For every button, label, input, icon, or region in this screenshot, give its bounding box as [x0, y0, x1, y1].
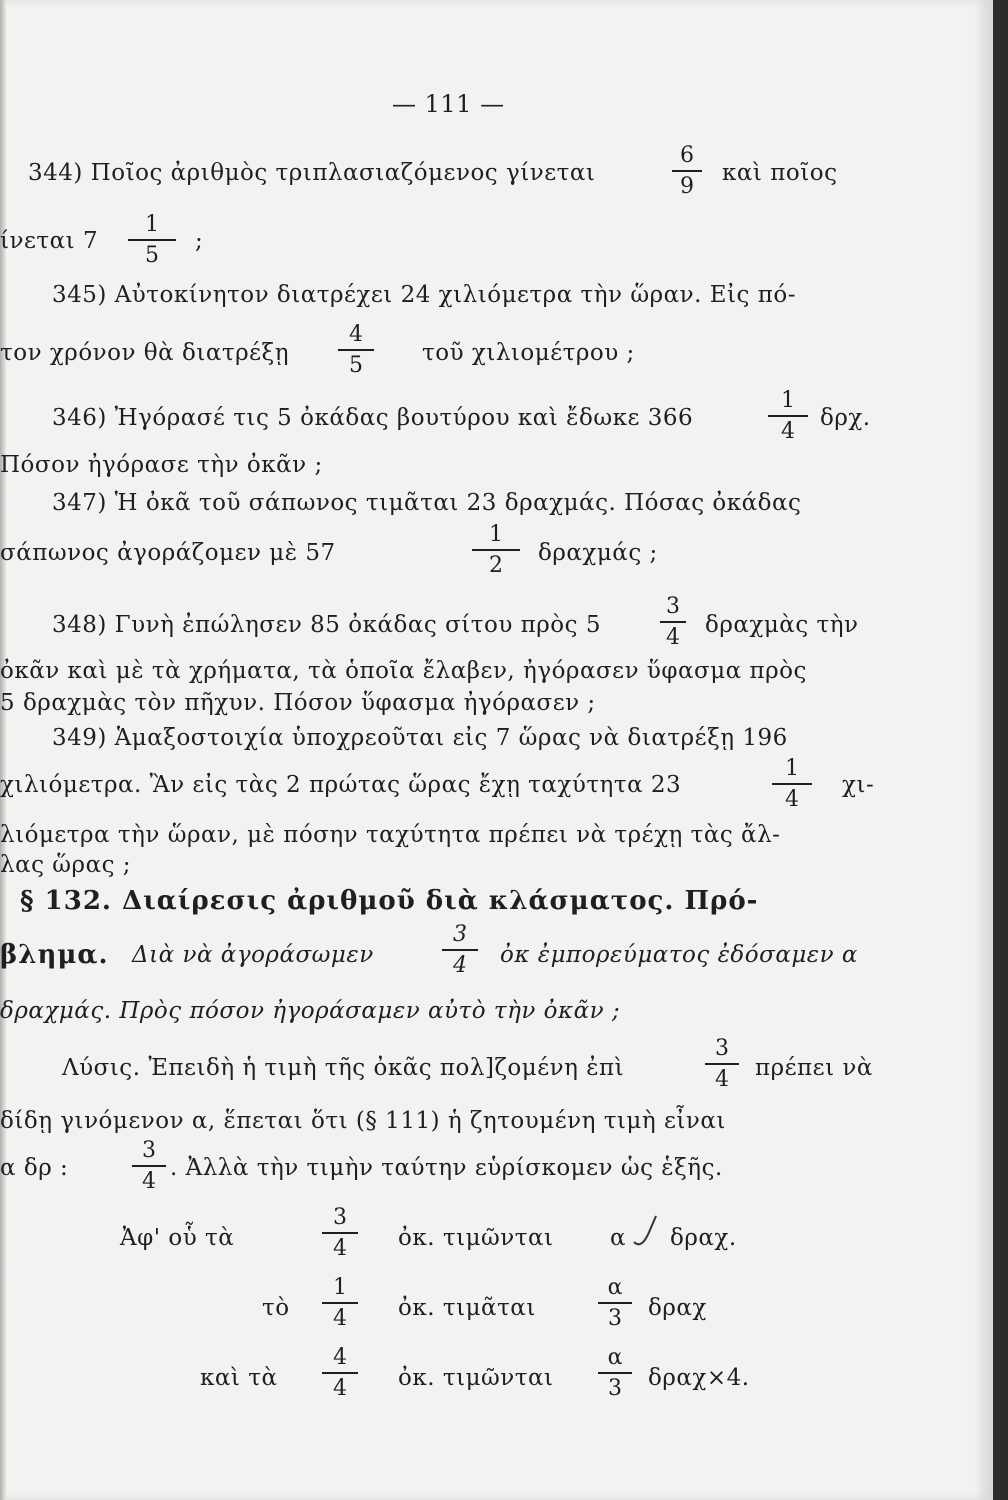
fraction-bar [132, 1165, 166, 1167]
fraction-bar [768, 415, 808, 417]
solution-line3-end: . Ἀλλὰ τὴν τιμὴν ταύτην εὑρίσκομεν ὡς ἑξῆς. [170, 1155, 723, 1181]
problem-346-line2: Πόσον ἠγόρασε τὴν ὀκᾶν ; [0, 452, 323, 478]
fraction-3-4 [705, 1036, 739, 1092]
fraction-bar [322, 1372, 358, 1374]
section-132-line2: δραχμάς. Πρὸς πόσον ἠγοράσαμεν αὐτὸ τὴν ὀκᾶν ; [0, 998, 621, 1024]
fraction-numerator: 4 [349, 322, 363, 347]
row3-lead: καὶ τὰ [200, 1365, 278, 1391]
question-mark: ; [195, 228, 204, 254]
fraction-denominator: 9 [680, 174, 694, 199]
fraction-bar [772, 783, 812, 785]
fraction-denominator: 4 [453, 953, 467, 978]
fraction-3-4 [132, 1138, 166, 1194]
fraction-denominator: 4 [333, 1376, 347, 1401]
problem-344-line1: 344) Ποῖος ἀριθμὸς τριπλασιαζόμενος γίνεται [28, 160, 596, 186]
fraction-bar [322, 1302, 358, 1304]
fraction-numerator: 3 [666, 594, 680, 619]
row3-mid: ὀκ. τιμῶνται [398, 1365, 554, 1391]
solution-line2: δίδῃ γινόμενον α, ἕπεται ὅτι (§ 111) ἡ ζητουμένη τιμὴ εἶναι [0, 1108, 726, 1134]
fraction-numerator: 3 [715, 1036, 729, 1061]
fraction-1-4 [322, 1275, 358, 1331]
fraction-1-4 [772, 756, 812, 812]
binding-edge [0, 0, 6, 1500]
fraction-1-5 [128, 212, 176, 268]
fraction-denominator: 2 [489, 553, 503, 578]
problem-348-line2: ὀκᾶν καὶ μὲ τὰ χρήματα, τὰ ὁποῖα ἔλαβεν, ἠγόρασεν ὕφασμα πρὸς [0, 658, 807, 684]
fraction-bar [672, 170, 702, 172]
problem-349-line2: χιλιόμετρα. Ἂν εἰς τὰς 2 πρώτας ὥρας ἔχῃ ταχύτητα 23 [0, 772, 682, 798]
fraction-denominator: 4 [333, 1236, 347, 1261]
fraction-3-4 [442, 922, 478, 978]
problem-345-line2-end: τοῦ χιλιομέτρου ; [422, 340, 635, 366]
problem-348-line1-end: δραχμὰς τὴν [705, 612, 859, 638]
fraction-4-4 [322, 1345, 358, 1401]
fraction-3-4 [322, 1205, 358, 1261]
fraction-1-2 [472, 522, 520, 578]
row2-mid: ὀκ. τιμᾶται [398, 1295, 536, 1321]
problem-347-line2-end: δραχμάς ; [538, 540, 658, 566]
fraction-numerator: 1 [785, 756, 799, 781]
solution-line1: Λύσις. Ἐπειδὴ ἡ τιμὴ τῆς ὀκᾶς πολ]ζομένη ἐπὶ [62, 1055, 625, 1081]
row2-unit: δραχ [648, 1295, 707, 1321]
problem-344-line2: ίνεται 7 [0, 228, 99, 254]
problem-348-line3: 5 δραχμὰς τὸν πῆχυν. Πόσον ὕφασμα ἠγόρασεν ; [0, 690, 596, 716]
fraction-numerator: 1 [489, 522, 503, 547]
fraction-numerator: 1 [781, 388, 795, 413]
row1-value: α [610, 1225, 627, 1251]
fraction-a-3 [598, 1275, 632, 1331]
fraction-numerator: α [607, 1275, 623, 1300]
fraction-bar [705, 1063, 739, 1065]
row3-unit: δραχ×4. [648, 1365, 750, 1391]
fraction-numerator: 1 [145, 212, 159, 237]
problem-344-line1-end: καὶ ποῖος [722, 160, 838, 186]
problem-349-line3: λιόμετρα τὴν ὥραν, μὲ πόσην ταχύτητα πρέπει νὰ τρέχῃ τὰς ἄλ- [0, 822, 781, 848]
section-132-line1-end: ὀκ ἐμπορεύματος ἐδόσαμεν α [500, 942, 858, 968]
fraction-6-9 [672, 143, 702, 199]
fraction-denominator: 4 [781, 419, 795, 444]
problem-346-line1: 346) Ἠγόρασέ τις 5 ὀκάδας βουτύρου καὶ ἔδωκε 366 [52, 405, 694, 431]
fraction-denominator: 4 [142, 1169, 156, 1194]
solution-line3-start: α δρ : [0, 1155, 69, 1181]
fraction-1-4 [768, 388, 808, 444]
solution-line1-end: πρέπει νὰ [755, 1055, 873, 1081]
fraction-bar [598, 1372, 632, 1374]
problem-345-line2: τον χρόνον θὰ διατρέξῃ [0, 340, 289, 366]
fraction-bar [472, 549, 520, 551]
fraction-numerator: 6 [680, 143, 694, 168]
fraction-denominator: 5 [145, 243, 159, 268]
fraction-numerator: 3 [142, 1138, 156, 1163]
row1-unit: δραχ. [670, 1225, 737, 1251]
fraction-numerator: 3 [333, 1205, 347, 1230]
fraction-4-5 [338, 322, 374, 378]
section-132-heading: § 132. Διαίρεσις ἀριθμοῦ διὰ κλάσματος. Πρό- [20, 886, 759, 916]
fraction-bar [660, 621, 686, 623]
fraction-denominator: 4 [666, 625, 680, 650]
fraction-bar [598, 1302, 632, 1304]
fraction-bar [322, 1232, 358, 1234]
fraction-denominator: 4 [333, 1306, 347, 1331]
section-132-line1: Διὰ νὰ ἀγοράσωμεν [132, 942, 374, 968]
fraction-3-4 [660, 594, 686, 650]
fraction-bar [128, 239, 176, 241]
problem-347-line1: 347) Ἡ ὀκᾶ τοῦ σάπωνος τιμᾶται 23 δραχμάς. Πόσας ὀκάδας [52, 490, 802, 516]
fraction-denominator: 3 [608, 1306, 622, 1331]
fraction-denominator: 5 [349, 353, 363, 378]
fraction-bar [442, 949, 478, 951]
problem-347-line2: σάπωνος ἀγοράζομεν μὲ 57 [0, 540, 336, 566]
fraction-numerator: α [607, 1345, 623, 1370]
page-number: — 111 — [392, 90, 505, 118]
row1-lead: Ἀφ' οὗ τὰ [120, 1225, 235, 1251]
fraction-denominator: 4 [715, 1067, 729, 1092]
section-132-heading-cont: βλημα. [0, 940, 109, 970]
row2-lead: τὸ [262, 1295, 290, 1321]
row1-mid: ὀκ. τιμῶνται [398, 1225, 554, 1251]
handwritten-mark [632, 1212, 658, 1252]
fraction-bar [338, 349, 374, 351]
problem-348-line1: 348) Γυνὴ ἐπώλησεν 85 ὀκάδας σίτου πρὸς 5 [52, 612, 601, 638]
problem-349-line4: λας ὥρας ; [0, 852, 132, 878]
problem-346-unit: δρχ. [820, 405, 871, 431]
problem-349-line2-end: χι- [842, 772, 875, 798]
fraction-denominator: 3 [608, 1376, 622, 1401]
problem-349-line1: 349) Ἁμαξοστοιχία ὑποχρεοῦται εἰς 7 ὥρας νὰ διατρέξῃ 196 [52, 725, 788, 751]
fraction-denominator: 4 [785, 787, 799, 812]
problem-345-line1: 345) Αὐτοκίνητον διατρέχει 24 χιλιόμετρα τὴν ὥραν. Εἰς πό- [52, 282, 796, 308]
fraction-numerator: 1 [333, 1275, 347, 1300]
fraction-a-3 [598, 1345, 632, 1401]
fraction-numerator: 3 [453, 922, 467, 947]
fraction-numerator: 4 [333, 1345, 347, 1370]
